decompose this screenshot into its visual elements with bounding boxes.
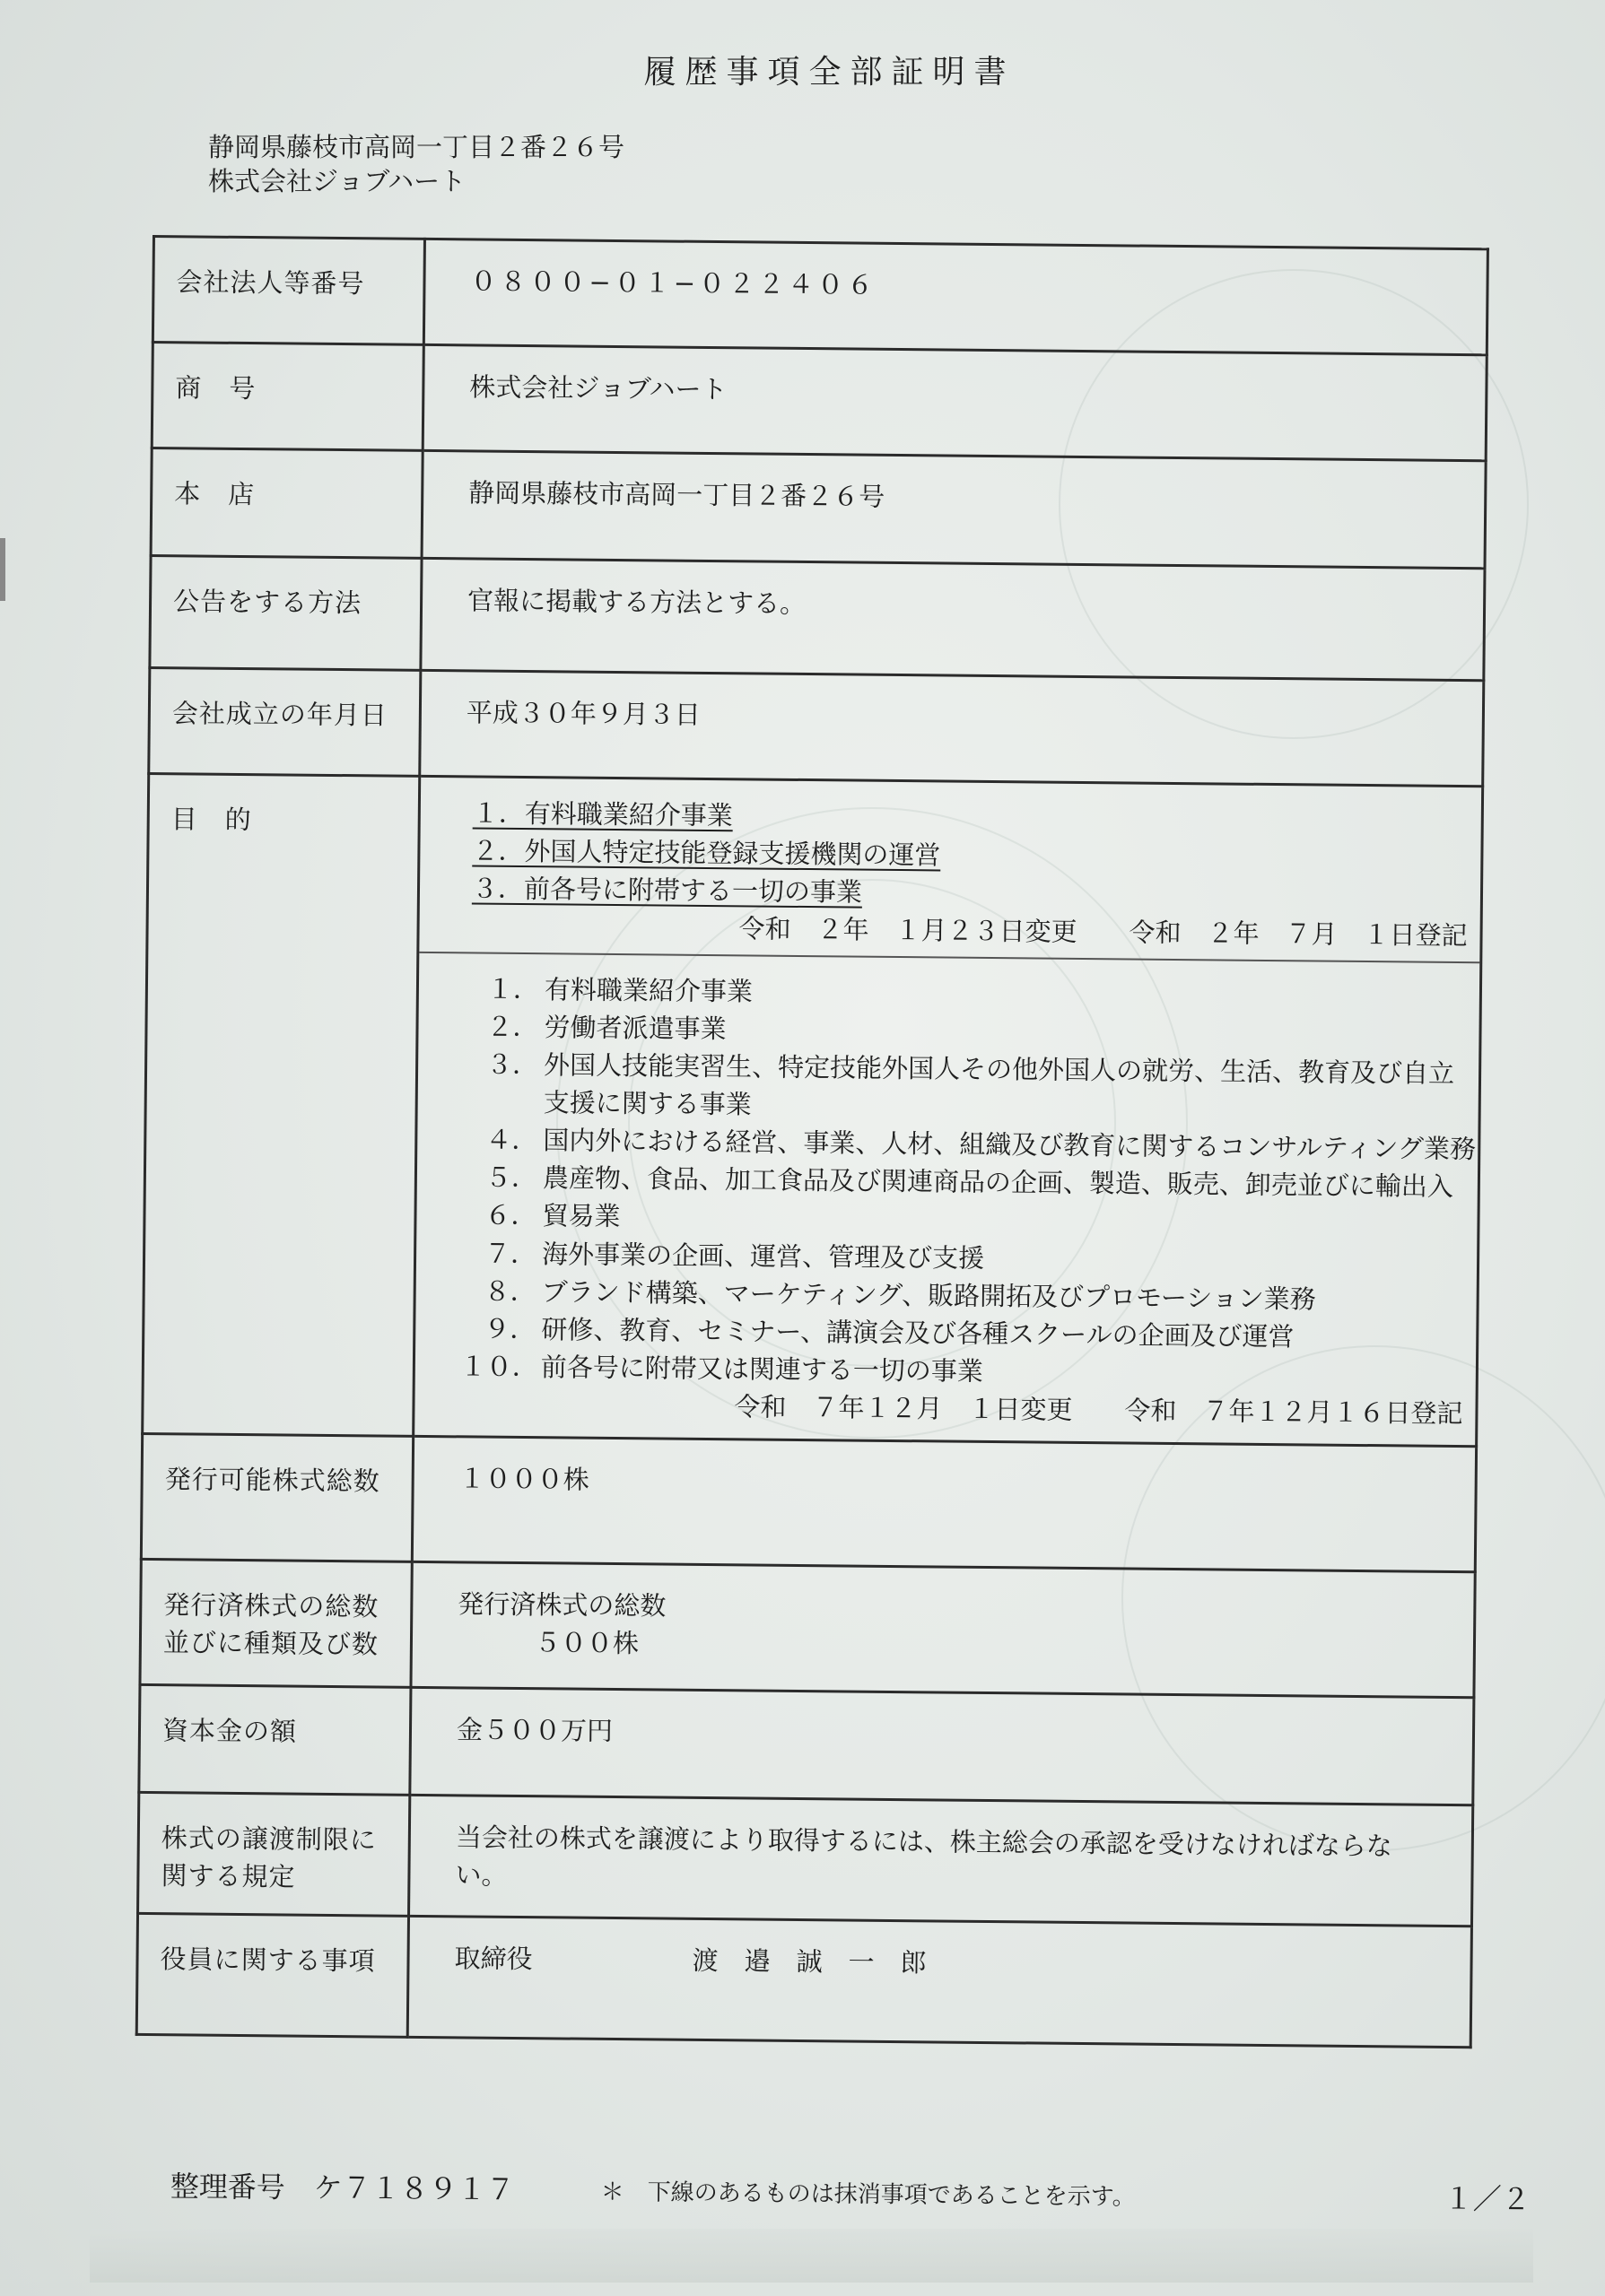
established-cell — [420, 670, 1484, 786]
trade-name-cell — [423, 344, 1487, 460]
row-capital — [139, 1684, 1474, 1805]
purpose-current-block — [414, 952, 1479, 1445]
head-office-cell — [422, 450, 1486, 568]
purpose-item-number: ２． — [486, 1011, 539, 1043]
row-issued-shares — [140, 1559, 1475, 1697]
purpose-old-block — [419, 778, 1481, 962]
authorized-shares-value: １０００株 — [458, 1463, 589, 1495]
purpose-item-number: ３． — [485, 1048, 539, 1081]
established-value: 平成３０年９月３日 — [466, 697, 702, 730]
corp-number-label: 会社法人等番号 — [153, 237, 424, 345]
corp-number-value: ０８００−０１−０２２４０６ — [470, 265, 877, 300]
purpose-label: 目 的 — [143, 773, 420, 1436]
issued-shares-cell — [411, 1561, 1475, 1697]
issued-shares-count: ５００株 — [534, 1626, 640, 1659]
purpose-old-registration: 令和 ２年 １月２３日変更 令和 ２年 ７月 １日登記 — [738, 913, 1468, 952]
purpose-item-number: ６． — [484, 1200, 537, 1231]
transfer-restriction-label-line: 株式の譲渡制限に — [161, 1822, 378, 1856]
purpose-old-item: ３．前各号に附帯する一切の事業 — [471, 873, 863, 908]
registry-table — [135, 235, 1489, 2048]
purpose-cell — [414, 776, 1483, 1446]
capital-value: 金５００万円 — [456, 1714, 614, 1746]
purpose-item-text: ブランド構築、マーケティング、販路開拓及びプロモーション業務 — [541, 1275, 1316, 1315]
officer-name: 渡 邉 誠 一 郎 — [692, 1944, 927, 1979]
row-corp-number — [153, 237, 1487, 355]
row-purpose — [143, 773, 1483, 1446]
purpose-item-number: ９． — [484, 1313, 536, 1344]
purpose-item-text: 海外事業の企画、運営、管理及び支援 — [541, 1238, 985, 1274]
purpose-old-item: ２．外国人特定技能登録支援機関の運営 — [472, 835, 941, 871]
public-notice-cell — [421, 558, 1485, 680]
public-notice-label: 公告をする方法 — [150, 555, 422, 670]
purpose-item-number: １． — [486, 973, 540, 1005]
row-trade-name — [152, 343, 1487, 461]
officers-label: 役員に関する事項 — [136, 1913, 408, 2037]
purpose-item-text: 国内外における経営、事業、人材、組織及び教育に関するコンサルティング業務 — [543, 1125, 1477, 1165]
purpose-registration: 令和 ７年１２月 １日変更 令和 ７年１２月１６日登記 — [734, 1390, 1463, 1429]
footer-note: ＊ 下線のあるものは抹消事項であることを示す。 — [600, 2179, 1136, 2212]
trade-name-label: 商 号 — [152, 343, 423, 451]
header-address: 静岡県藤枝市高岡一丁目２番２６号 — [208, 132, 625, 162]
purpose-item-text: 外国人技能実習生、特定技能外国人その他外国人の就労、生活、教育及び自立支援に関する事業 — [543, 1049, 1455, 1120]
officers-cell — [407, 1916, 1471, 2047]
purpose-item-number: ５． — [484, 1162, 538, 1194]
purpose-item-text: 貿易業 — [542, 1200, 621, 1232]
purpose-item-number: １０． — [459, 1351, 539, 1382]
issued-shares-label-line: 並びに種類及び数 — [162, 1626, 379, 1660]
head-office-value: 静岡県藤枝市高岡一丁目２番２６号 — [468, 477, 885, 512]
officer-entry — [409, 1918, 1470, 1987]
trade-name-value: 株式会社ジョブハート — [469, 371, 728, 405]
page-footer — [170, 2164, 1534, 2217]
authorized-shares-label: 発行可能株式総数 — [141, 1433, 413, 1561]
purpose-item-text: 研修、教育、セミナー、講演会及び各種スクールの企画及び運営 — [541, 1313, 1295, 1352]
issued-shares-label-line: 発行済株式の総数 — [163, 1588, 379, 1622]
purpose-item-text: 前各号に附帯又は関連する一切の事業 — [540, 1351, 984, 1387]
reference-number: 整理番号 ケ７１８９１７ — [170, 2169, 515, 2207]
head-office-label: 本 店 — [151, 448, 423, 559]
corp-number-cell — [423, 239, 1487, 354]
purpose-item-number: ４． — [485, 1124, 538, 1156]
page-number: １／２ — [1444, 2181, 1531, 2217]
transfer-restriction-label — [138, 1792, 410, 1916]
issued-shares-heading: 発行済株式の総数 — [458, 1588, 667, 1622]
officer-title: 取締役 — [454, 1943, 533, 1974]
document-title: 履歴事項全部証明書 — [643, 54, 1016, 91]
issued-shares-value — [413, 1563, 1474, 1670]
issued-shares-label — [140, 1559, 412, 1687]
transfer-restriction-label-line: 関する規定 — [161, 1859, 296, 1892]
header-company: 株式会社ジョブハート — [208, 166, 467, 196]
purpose-item-number: ７． — [484, 1238, 537, 1269]
binding-clip — [0, 538, 5, 601]
purpose-item — [463, 1046, 1479, 1131]
purpose-item-number: ８． — [484, 1275, 536, 1307]
row-authorized-shares — [141, 1433, 1476, 1571]
transfer-restriction-value: 当会社の株式を譲渡により取得するには、株主総会の承認を受けなければならない。 — [455, 1822, 1393, 1891]
row-public-notice — [150, 555, 1485, 680]
row-head-office — [151, 448, 1486, 569]
public-notice-value: 官報に掲載する方法とする。 — [467, 585, 807, 620]
row-established — [149, 667, 1484, 786]
purpose-item-text: 労働者派遣事業 — [544, 1012, 727, 1045]
row-transfer-restriction — [138, 1792, 1473, 1926]
capital-label: 資本金の額 — [139, 1684, 411, 1795]
capital-cell — [410, 1687, 1474, 1805]
security-band — [90, 2229, 1533, 2283]
authorized-shares-cell — [412, 1436, 1476, 1571]
purpose-list — [460, 970, 1479, 1395]
established-label: 会社成立の年月日 — [149, 667, 421, 776]
row-officers — [136, 1913, 1471, 2047]
purpose-old-item: １．有料職業紹介事業 — [472, 797, 733, 831]
purpose-item-text: 有料職業紹介事業 — [544, 974, 754, 1007]
purpose-item-text: 農産物、食品、加工食品及び関連商品の企画、製造、販売、卸売並びに輸出入 — [542, 1162, 1454, 1203]
transfer-restriction-cell — [409, 1795, 1473, 1926]
